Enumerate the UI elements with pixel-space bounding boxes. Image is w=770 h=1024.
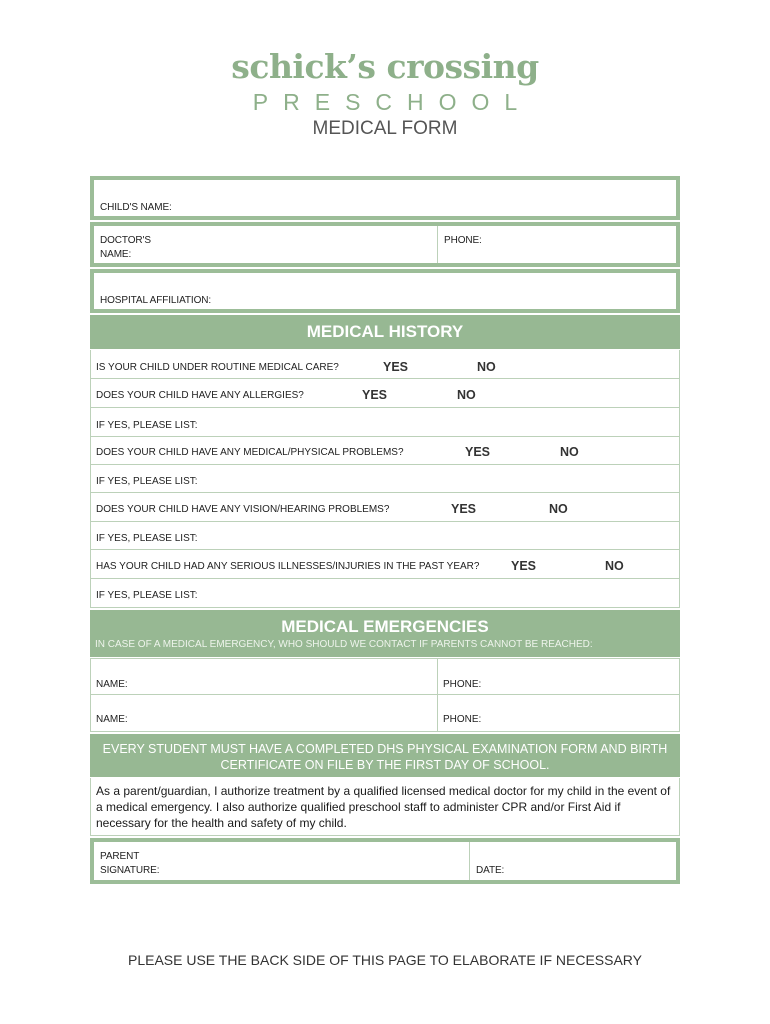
divider <box>437 659 438 695</box>
divider <box>469 842 470 880</box>
list-row[interactable] <box>90 522 680 550</box>
divider <box>437 226 438 263</box>
question-text: DOES YOUR CHILD HAVE ANY ALLERGIES? <box>96 390 304 401</box>
list-row[interactable] <box>90 579 680 608</box>
question-text: DOES YOUR CHILD HAVE ANY MEDICAL/PHYSICAL PROBLEMS? <box>96 447 404 458</box>
date-label: DATE: <box>476 865 505 876</box>
signature-row <box>90 838 680 884</box>
list-label: IF YES, PLEASE LIST: <box>96 590 198 601</box>
doctor-phone-label: PHONE: <box>444 235 482 246</box>
question-row <box>90 379 680 408</box>
medical-emergencies-subtitle: IN CASE OF A MEDICAL EMERGENCY, WHO SHOULD WE CONTACT IF PARENTS CANNOT BE REACHED: <box>95 639 593 650</box>
no-option[interactable]: NO <box>560 445 579 459</box>
no-option[interactable]: NO <box>477 360 496 374</box>
yes-option[interactable]: YES <box>451 502 477 516</box>
child-name-label: CHILD'S NAME: <box>100 202 172 213</box>
medical-history-header <box>90 315 680 349</box>
no-option[interactable]: NO <box>605 559 624 573</box>
doctor-row <box>90 222 680 267</box>
contact-phone-label: PHONE: <box>443 714 482 725</box>
divider <box>437 695 438 731</box>
yes-option[interactable]: YES <box>362 388 388 402</box>
child-name-field[interactable] <box>90 176 680 220</box>
question-text: DOES YOUR CHILD HAVE ANY VISION/HEARING PROBLEMS? <box>96 504 390 515</box>
list-label: IF YES, PLEASE LIST: <box>96 476 198 487</box>
contact-name-label: NAME: <box>96 679 128 690</box>
medical-history-title: MEDICAL HISTORY <box>306 322 464 341</box>
list-label: IF YES, PLEASE LIST: <box>96 533 198 544</box>
medical-emergencies-title: MEDICAL EMERGENCIES <box>281 617 489 636</box>
contact-name-label: NAME: <box>96 714 128 725</box>
list-row[interactable] <box>90 465 680 493</box>
question-row <box>90 350 680 379</box>
hospital-label: HOSPITAL AFFILIATION: <box>100 295 212 306</box>
question-row <box>90 493 680 522</box>
physical-exam-notice <box>90 734 680 777</box>
no-option[interactable]: NO <box>549 502 568 516</box>
footer-note: PLEASE USE THE BACK SIDE OF THIS PAGE TO ELABORATE IF NECESSARY <box>127 952 642 968</box>
hospital-field[interactable] <box>90 269 680 313</box>
question-text: HAS YOUR CHILD HAD ANY SERIOUS ILLNESSES/INJURIES IN THE PAST YEAR? <box>96 561 480 572</box>
doctor-name-label: DOCTOR'S NAME: <box>100 235 151 260</box>
form-title: MEDICAL FORM <box>312 118 458 139</box>
list-label: IF YES, PLEASE LIST: <box>96 420 198 431</box>
notice-text: EVERY STUDENT MUST HAVE A COMPLETED DHS PHYSICAL EXAMINATION FORM AND BIRTH CERTIFICATE ON FILE BY THE FIRST DAY OF SCHOOL. <box>102 742 668 772</box>
authorization-text: As a parent/guardian, I authorize treatment by a qualified licensed medical doctor for my child in the event of a medical emergency. I also authorize qualified preschool staff to administer CPR and/or First Aid if necessary for the health and safety of my child. <box>96 784 671 830</box>
yes-option[interactable]: YES <box>465 445 491 459</box>
contact-row <box>90 658 680 695</box>
authorization-box <box>90 778 680 836</box>
school-logo-subtitle: PRESCHOOL <box>252 89 533 115</box>
yes-option[interactable]: YES <box>383 360 409 374</box>
list-row[interactable] <box>90 408 680 437</box>
school-logo-name: schick’s crossing <box>231 47 539 86</box>
medical-emergencies-header <box>90 610 680 657</box>
parent-signature-label: PARENT SIGNATURE: <box>100 851 160 876</box>
question-row <box>90 437 680 465</box>
question-row <box>90 550 680 579</box>
yes-option[interactable]: YES <box>511 559 537 573</box>
no-option[interactable]: NO <box>457 388 476 402</box>
question-text: IS YOUR CHILD UNDER ROUTINE MEDICAL CARE? <box>96 362 339 373</box>
contact-phone-label: PHONE: <box>443 679 482 690</box>
contact-row <box>90 695 680 732</box>
